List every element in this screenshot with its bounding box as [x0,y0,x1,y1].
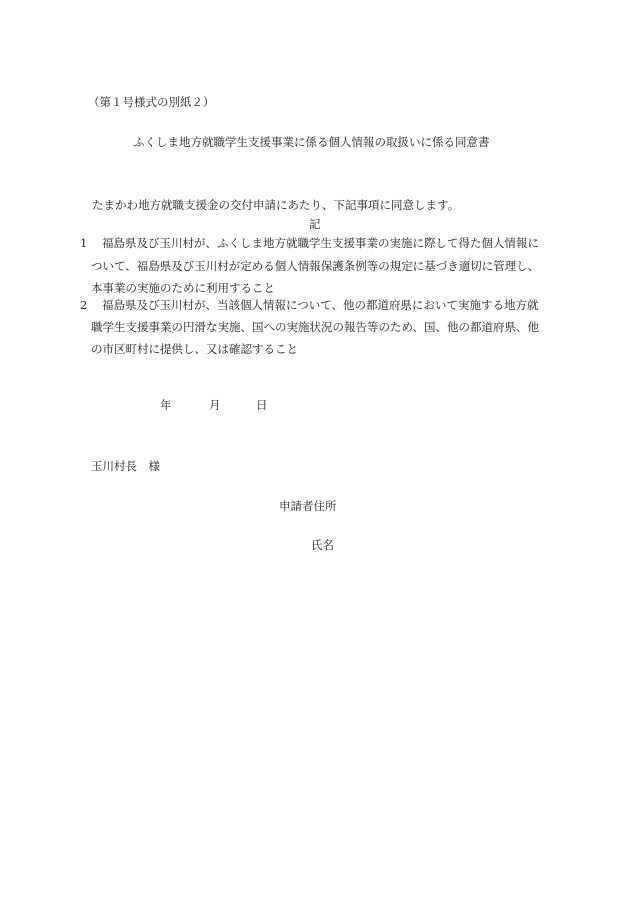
date-day-label: 日 [256,398,268,412]
item-1-line-3: 本事業の実施のために利用すること [91,281,275,295]
item-1-number: 1 [80,236,88,250]
date-year-label: 年 [160,398,172,412]
applicant-address-label: 申請者住所 [279,499,337,513]
applicant-name-label: 氏名 [311,538,334,552]
item-2-line-2: 職学生支援事業の円滑な実施、国への実施状況の報告等のため、国、他の都道府県、他 [91,320,540,334]
item-2-number: 2 [80,298,88,312]
item-2-line-3: の市区町村に提供し、又は確認すること [91,342,298,356]
date-month-label: 月 [209,398,221,412]
item-1-line-1: 福島県及び玉川村が、ふくしま地方就職学生支援事業の実施に際して得た個人情報に [102,236,539,250]
item-1-line-2: ついて、福島県及び玉川村が定める個人情報保護条例等の規定に基づき適切に管理し、 [91,259,540,273]
item-2-line-1: 福島県及び玉川村が、当該個人情報について、他の都道府県において実施する地方就 [102,298,539,312]
document-title: ふくしま地方就職学生支援事業に係る個人情報の取扱いに係る同意書 [133,135,490,149]
addressee: 玉川村長 様 [91,459,160,473]
form-label: （第１号様式の別紙２） [88,95,215,109]
intro-statement: たまかわ地方就職支援金の交付申請にあたり、下記事項に同意します。 [92,198,460,212]
ki-heading: 記 [309,217,321,231]
